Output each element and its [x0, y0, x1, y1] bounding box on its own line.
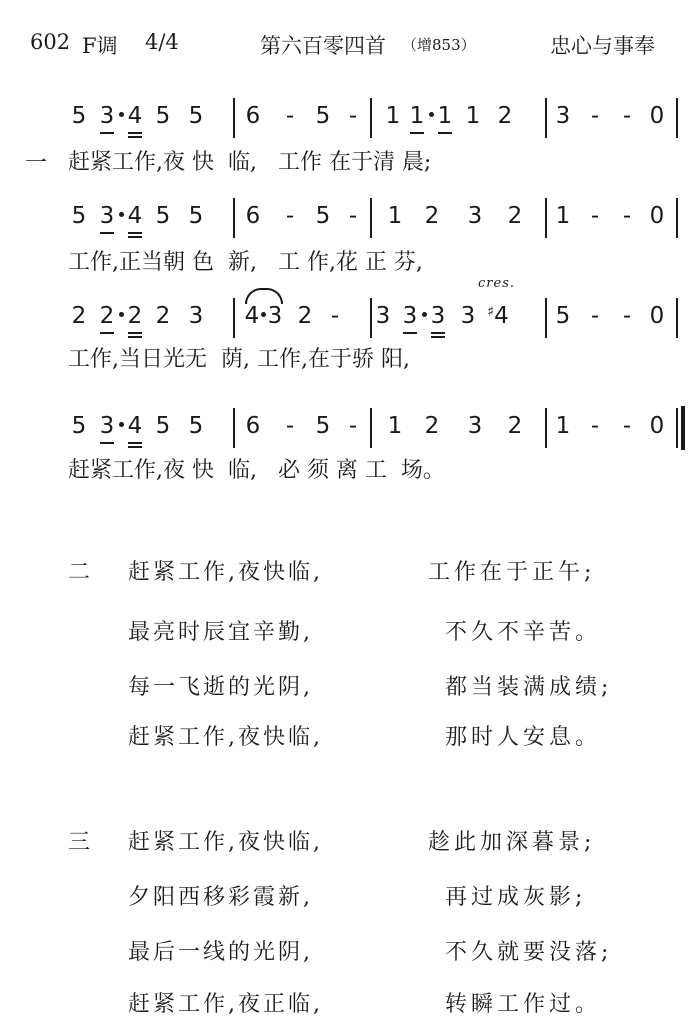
barline: [545, 98, 547, 138]
note: -: [590, 413, 600, 439]
verse-phrase-first: 赶紧工作,夜快临,: [128, 560, 323, 585]
note: 3: [555, 103, 571, 129]
barline: [370, 198, 372, 238]
note: -: [622, 413, 632, 439]
verse-phrase-first: 最亮时辰宜辛勤,: [128, 620, 313, 645]
note: 3: [99, 103, 115, 129]
note: 0: [649, 413, 665, 439]
rhythm-underline: [100, 132, 114, 134]
key-signature: F调: [82, 34, 118, 58]
verse-phrase-second: 工作在于正午;: [428, 560, 596, 585]
note: 5: [155, 413, 171, 439]
verse-phrase-first: 最后一线的光阴,: [128, 940, 313, 965]
verse-number: 二: [68, 560, 91, 585]
barline: [233, 98, 235, 138]
note: 6: [245, 203, 261, 229]
note: 1: [387, 413, 403, 439]
note: 3: [467, 413, 483, 439]
verse-phrase-first: 夕阳西移彩霞新,: [128, 885, 313, 910]
note: 1: [387, 203, 403, 229]
tie-arc: [245, 288, 283, 304]
lyric-line: 工作,当日光无 荫, 工作,在于骄 阳,: [68, 347, 410, 372]
verse-line: [0, 670, 700, 706]
note: -: [590, 303, 600, 329]
note: ♯4: [487, 303, 509, 329]
verse-marker: 一: [25, 151, 48, 176]
barline: [676, 98, 678, 138]
crescendo-mark: cres.: [478, 276, 515, 291]
note: 2: [71, 303, 87, 329]
note: 3: [460, 303, 476, 329]
note: 3: [375, 303, 391, 329]
note: -: [622, 203, 632, 229]
rhythm-underline: [431, 336, 445, 338]
verse-number: 三: [68, 830, 91, 855]
note: 5: [188, 413, 204, 439]
note: 5: [315, 103, 331, 129]
verse-phrase-second: 不久就要没落;: [445, 940, 613, 965]
note: 5: [71, 103, 87, 129]
verse-phrase-first: 每一飞逝的光阴,: [128, 675, 313, 700]
note: 3: [402, 303, 418, 329]
note: -: [348, 413, 358, 439]
verse-phrase-first: 赶紧工作,夜快临,: [128, 830, 323, 855]
note: 3: [188, 303, 204, 329]
rhythm-underline: [100, 232, 114, 234]
note: -: [590, 203, 600, 229]
verse-phrase-second: 趁此加深暮景;: [428, 830, 596, 855]
note: 4: [127, 203, 143, 229]
note: -: [285, 103, 295, 129]
verse-line: [0, 880, 700, 916]
final-barline: [681, 406, 685, 450]
note: 3: [467, 203, 483, 229]
note: 5: [155, 203, 171, 229]
verse-line: [0, 720, 700, 756]
barline: [676, 298, 678, 338]
rhythm-underline: [128, 132, 142, 134]
note: 4: [127, 103, 143, 129]
note: -: [348, 203, 358, 229]
barline: [370, 98, 372, 138]
barline: [676, 408, 678, 448]
note: 3: [99, 413, 115, 439]
note: 5: [155, 103, 171, 129]
note: -: [590, 103, 600, 129]
note: 3: [99, 203, 115, 229]
rhythm-underline: [438, 132, 452, 134]
verse-line: [0, 615, 700, 651]
rhythm-underline: [128, 236, 142, 238]
rhythm-underline: [403, 332, 417, 334]
note: 5: [315, 413, 331, 439]
barline: [370, 408, 372, 448]
note: 4: [244, 303, 260, 329]
note: 6: [245, 413, 261, 439]
barline: [370, 298, 372, 338]
rhythm-underline: [128, 136, 142, 138]
verse-phrase-first: 赶紧工作,夜快临,: [128, 725, 323, 750]
note: 1: [465, 103, 481, 129]
verse-phrase-second: 那时人安息。: [445, 725, 602, 750]
verse-phrase-second: 不久不辛苦。: [445, 620, 602, 645]
rhythm-underline: [431, 332, 445, 334]
note: -: [622, 103, 632, 129]
barline: [545, 298, 547, 338]
hymn-title: 第六百零四首: [260, 34, 386, 58]
verse-phrase-second: 转瞬工作过。: [445, 992, 602, 1017]
note: 2: [155, 303, 171, 329]
note: 5: [71, 203, 87, 229]
lyric-line: 赶紧工作,夜 快 临, 必 须 离 工 场。: [68, 458, 445, 483]
note: 1: [555, 413, 571, 439]
rhythm-underline: [100, 442, 114, 444]
time-signature: 4/4: [145, 30, 179, 54]
note: 0: [649, 203, 665, 229]
note: -: [285, 413, 295, 439]
rhythm-underline: [128, 336, 142, 338]
note: 2: [127, 303, 143, 329]
note: 2: [507, 203, 523, 229]
note: 5: [188, 103, 204, 129]
hymn-subtitle: （增853）: [402, 36, 476, 54]
barline: [233, 298, 235, 338]
verse-line: [0, 555, 700, 591]
verse-phrase-second: 都当装满成绩;: [445, 675, 613, 700]
note: 5: [71, 413, 87, 439]
note: 2: [99, 303, 115, 329]
barline: [545, 408, 547, 448]
note: 5: [315, 203, 331, 229]
hymn-header: [0, 30, 700, 60]
note: -: [348, 103, 358, 129]
barline: [233, 198, 235, 238]
verse-line: [0, 987, 700, 1023]
verse-line: [0, 825, 700, 861]
note: -: [330, 303, 340, 329]
note: 0: [649, 303, 665, 329]
note: -: [622, 303, 632, 329]
note: 5: [188, 203, 204, 229]
hymn-number: 602: [30, 30, 71, 54]
verse-phrase-first: 赶紧工作,夜正临,: [128, 992, 323, 1017]
rhythm-underline: [128, 232, 142, 234]
note: 1: [385, 103, 401, 129]
rhythm-underline: [128, 442, 142, 444]
note: -: [285, 203, 295, 229]
note: 2: [497, 103, 513, 129]
barline: [233, 408, 235, 448]
barline: [545, 198, 547, 238]
note: 0: [649, 103, 665, 129]
hymn-category: 忠心与事奉: [550, 34, 655, 58]
note: 2: [424, 413, 440, 439]
verse-phrase-second: 再过成灰影;: [445, 885, 587, 910]
note: 1: [555, 203, 571, 229]
rhythm-underline: [410, 132, 424, 134]
barline: [676, 198, 678, 238]
rhythm-underline: [100, 332, 114, 334]
note: 2: [424, 203, 440, 229]
note: 4: [127, 413, 143, 439]
rhythm-underline: [128, 332, 142, 334]
note: 1: [409, 103, 425, 129]
note: 1: [437, 103, 453, 129]
note: 2: [297, 303, 313, 329]
note: 6: [245, 103, 261, 129]
note: 3: [267, 303, 283, 329]
note: 2: [507, 413, 523, 439]
note: 3: [430, 303, 446, 329]
lyric-line: 工作,正当朝 色 新, 工 作,花 正 芬,: [68, 250, 423, 275]
verse-line: [0, 935, 700, 971]
rhythm-underline: [128, 446, 142, 448]
lyric-line: 赶紧工作,夜 快 临, 工作 在于清 晨;: [68, 150, 432, 175]
note: 5: [555, 303, 571, 329]
